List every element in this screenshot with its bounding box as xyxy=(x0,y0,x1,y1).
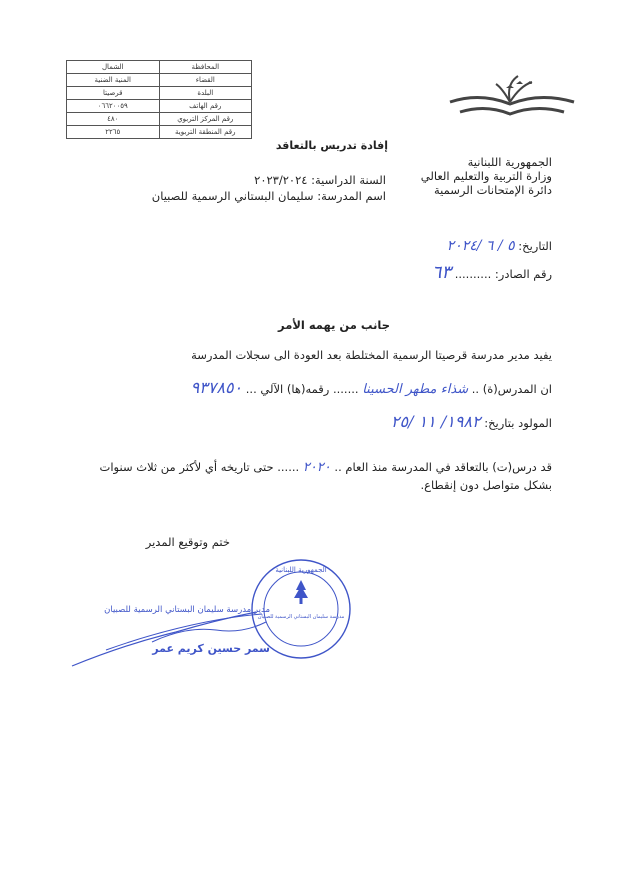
birth-value: ١٩٨٢/ ١١ /٢٥ xyxy=(390,412,481,431)
table-row xyxy=(67,100,252,113)
table-cell-label: المحافظة xyxy=(159,61,252,74)
table-cell-label: رقم المنطقة التربوية xyxy=(159,126,252,139)
school-value: سليمان البستاني الرسمية للصبيان xyxy=(151,189,314,203)
date-row xyxy=(390,238,552,254)
director-signature xyxy=(66,592,272,672)
date-label: التاريخ: xyxy=(518,239,552,253)
table-row xyxy=(67,61,252,74)
table-row xyxy=(67,113,252,126)
teacher-number: ٩٣٧٨٥٠ xyxy=(190,378,243,397)
contract-year: ٢٠٢٠ xyxy=(302,460,331,475)
table-cell-value: ٢٢٦٥ xyxy=(67,126,160,139)
academic-year-row xyxy=(150,173,386,187)
table-cell-value: ٤٨٠ xyxy=(67,113,160,126)
teacher-mid: ....... رقمه(ها) الآلي ... xyxy=(245,382,359,396)
teacher-name: شذاء مطهر الحسينا xyxy=(362,382,469,397)
reference-value: ٦٣ xyxy=(431,262,452,283)
ministry-logo-icon xyxy=(446,74,578,138)
school-row xyxy=(150,189,386,203)
signature-name-text: سمر حسين كريم عمر xyxy=(152,642,270,655)
ministry-line: وزارة التربية والتعليم العالي xyxy=(420,169,552,183)
contract-prefix: قد درس(ت) بالتعاقد في المدرسة منذ العام .. xyxy=(334,460,552,474)
republic-line: الجمهورية اللبنانية xyxy=(467,155,552,169)
academic-year-label: السنة الدراسية: xyxy=(311,173,386,187)
table-row xyxy=(67,74,252,87)
signature-title-text: مدير مدرسة سليمان البستاني الرسمية للصبيان xyxy=(104,605,270,615)
table-cell-label: القضاء xyxy=(159,74,252,87)
intro-text: يفيد مدير مدرسة قرصيتا الرسمية المختلطة بعد العودة الى سجلات المدرسة xyxy=(191,348,552,362)
contract-suffix: ...... حتى تاريخه أي لأكثر من ثلاث سنوات xyxy=(99,460,300,474)
table-cell-value: الشمال xyxy=(67,61,160,74)
stamp-label: ختم وتوقيع المدير xyxy=(145,535,230,549)
table-cell-value: ٠٦٦٢٠٠٥٩ xyxy=(67,100,160,113)
table-cell-value: قرصيتا xyxy=(67,87,160,100)
academic-year-value: ٢٠٢٣/٢٠٢٤ xyxy=(254,173,308,187)
table-row xyxy=(67,87,252,100)
table-cell-label: البلدة xyxy=(159,87,252,100)
reference-row xyxy=(380,262,552,283)
teacher-row xyxy=(168,378,552,397)
to-whom-heading: جانب من يهمه الأمر xyxy=(278,318,390,332)
department-line: دائرة الإمتحانات الرسمية xyxy=(433,183,552,197)
contract-line-2: بشكل متواصل دون إنقطاع. xyxy=(420,478,552,492)
birth-label: المولود بتاريخ: xyxy=(484,416,552,430)
ministry-header xyxy=(400,155,552,197)
date-value: ٥ / ٦ /٢٠٢٤ xyxy=(446,238,515,254)
table-cell-label: رقم الهاتف xyxy=(159,100,252,113)
birth-row xyxy=(340,412,552,431)
table-row xyxy=(67,126,252,139)
contract-row xyxy=(99,460,552,475)
document-title: إفادة تدريس بالتعاقد xyxy=(275,139,388,152)
seal-center-text: مدرسة سليمان البستاني الرسمية للصبيان xyxy=(257,614,345,620)
school-label: اسم المدرسة: xyxy=(317,189,386,203)
seal-top-text: الجمهورية اللبنانية xyxy=(275,566,327,574)
teacher-prefix: ان المدرس(ة) .. xyxy=(471,382,552,396)
table-cell-value: المنية الضنية xyxy=(67,74,160,87)
reference-label: رقم الصادر: .......... xyxy=(454,267,552,281)
school-info-table xyxy=(66,60,252,139)
table-cell-label: رقم المركز التربوي xyxy=(159,113,252,126)
